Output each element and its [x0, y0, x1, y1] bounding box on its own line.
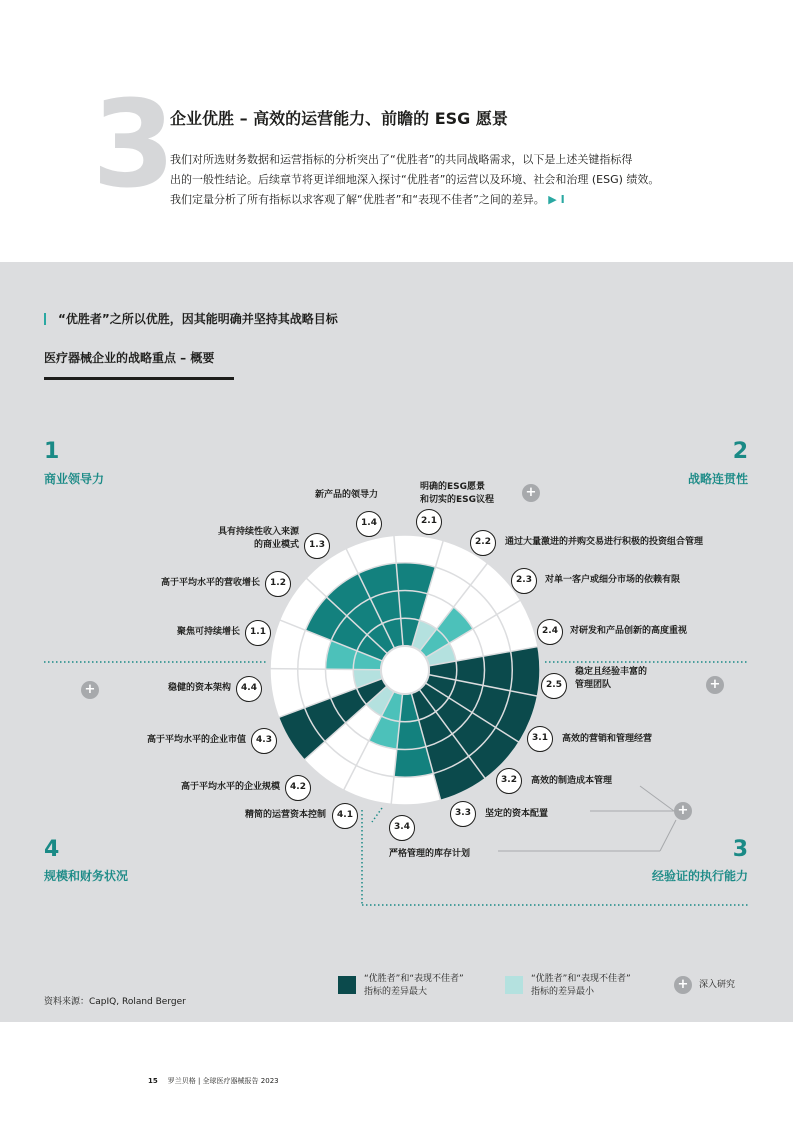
legend-label-max-line1: “优胜者”和“表现不佳者” [364, 974, 464, 984]
segment-label-2.5 [575, 666, 647, 692]
segment-label-2.1 [420, 481, 494, 507]
panel-subtitle: 医疗器械企业的战略重点 – 概要 [44, 351, 215, 365]
segment-label-line: 坚定的资本配置 [485, 809, 549, 819]
quadrant-divider-bottom-diag [372, 808, 382, 822]
segment-label-1.4 [315, 489, 378, 502]
segment-label-line: 稳健的资本架构 [167, 683, 231, 693]
quadrant-2-number: 2 [732, 439, 748, 464]
segment-badge-2.2[interactable]: 2.2 [470, 530, 496, 556]
footer-text: 罗兰贝格 | 全球医疗器械报告 2023 [167, 1077, 279, 1085]
segment-badge-1.2[interactable]: 1.2 [265, 571, 291, 597]
legend-label-max [364, 973, 464, 999]
segment-label-line: 严格管理的库存计划 [389, 849, 471, 859]
intro-line-1: 我们对所选财务数据和运营指标的分析突出了“优胜者”的共同战略需求，以下是上述关键指标得 [170, 153, 633, 166]
segment-label-3.4 [389, 848, 470, 861]
quadrant-2-label: 战略连贯性 [687, 472, 748, 486]
deep-dive-plus-icon-2[interactable]: + [522, 484, 540, 502]
segment-label-line: 对研发和产品创新的高度重视 [570, 626, 688, 636]
segment-label-4.4 [168, 682, 231, 695]
segment-label-4.2 [181, 781, 280, 794]
segment-badge-1.3[interactable]: 1.3 [304, 533, 330, 559]
segment-label-line: 高效的制造成本管理 [531, 776, 613, 786]
segment-label-line: 明确的ESG愿景 [420, 482, 486, 492]
segment-label-line: 精简的运营资本控制 [244, 810, 326, 820]
segment-label-line: 聚焦可持续增长 [176, 627, 240, 637]
deep-dive-connector-1 [640, 786, 674, 811]
segment-badge-4.2[interactable]: 4.2 [285, 775, 311, 801]
source-note: 资料来源：CapIQ, Roland Berger [44, 997, 186, 1007]
segment-label-line: 管理团队 [575, 680, 612, 690]
segment-label-line: 高效的营销和管理经营 [562, 734, 653, 744]
segment-label-2.2 [505, 536, 703, 549]
legend-label-min-line1: “优胜者”和“表现不佳者” [531, 974, 631, 984]
segment-badge-2.3[interactable]: 2.3 [511, 568, 537, 594]
quadrant-1-number: 1 [44, 439, 60, 464]
segment-label-3.1 [562, 733, 652, 746]
segment-badge-4.1[interactable]: 4.1 [332, 803, 358, 829]
intro-line-3-text: 我们定量分析了所有指标以求客观了解“优胜者”和“表现不佳者”之间的差异。 [170, 193, 545, 206]
segment-label-line: 对单一客户或细分市场的依赖有限 [545, 575, 681, 585]
segment-label-1.1 [177, 626, 240, 639]
quadrant-4-number: 4 [44, 837, 60, 862]
quadrant-3-label: 经验证的执行能力 [651, 869, 748, 883]
legend-swatch-max [338, 976, 356, 994]
segment-badge-2.1[interactable]: 2.1 [416, 509, 442, 535]
quadrant-4-label: 规模和财务状况 [44, 869, 129, 883]
legend-plus-icon: + [674, 976, 692, 994]
segment-label-line: 具有持续性收入来源 [217, 527, 299, 537]
quadrant-3-number: 3 [732, 837, 748, 862]
segment-label-line: 通过大量激进的并购交易进行积极的投资组合管理 [505, 537, 704, 547]
segment-label-line: 的商业模式 [253, 540, 299, 550]
chart-hub [381, 646, 429, 694]
segment-badge-3.1[interactable]: 3.1 [527, 726, 553, 752]
segment-badge-1.4[interactable]: 1.4 [356, 511, 382, 537]
segment-badge-3.3[interactable]: 3.3 [450, 801, 476, 827]
quadrant-1-label: 商业领导力 [44, 472, 105, 486]
legend-label-min-line2: 指标的差异最小 [531, 987, 595, 997]
deep-dive-plus-icon-1[interactable]: + [81, 681, 99, 699]
segment-label-4.1 [245, 809, 326, 822]
page-number: 15 [148, 1077, 158, 1085]
intro-line-2: 出的一般性结论。后续章节将更详细地深入探讨“优胜者”的运营以及环境、社会和治理 (ESG) 绩效。 [170, 173, 660, 186]
segment-badge-1.1[interactable]: 1.1 [245, 620, 271, 646]
segment-label-line: 高于平均水平的企业市值 [146, 735, 246, 745]
panel-title: “优胜者”之所以优胜，因其能明确并坚持其战略目标 [58, 312, 338, 326]
segment-label-line: 和切实的ESG议程 [420, 495, 495, 505]
segment-label-2.3 [545, 574, 680, 587]
segment-badge-2.5[interactable]: 2.5 [541, 673, 567, 699]
segment-label-1.3 [218, 526, 299, 552]
segment-label-1.2 [161, 577, 260, 590]
legend-label-max-line2: 指标的差异最大 [364, 987, 428, 997]
section-title: 企业优胜 – 高效的运营能力、前瞻的 ESG 愿景 [170, 109, 508, 128]
deep-dive-plus-icon-2b[interactable]: + [706, 676, 724, 694]
segment-label-2.4 [570, 625, 687, 638]
legend-swatch-min [505, 976, 523, 994]
segment-badge-4.4[interactable]: 4.4 [236, 676, 262, 702]
legend-label-min [531, 973, 631, 999]
segment-badge-3.4[interactable]: 3.4 [389, 815, 415, 841]
section-number: 3 [92, 76, 176, 215]
segment-label-line: 稳定且经验丰富的 [575, 667, 648, 677]
segment-label-4.3 [147, 734, 246, 747]
page-footer [148, 1076, 279, 1086]
segment-label-line: 高于平均水平的企业规模 [180, 782, 280, 792]
segment-label-3.3 [485, 808, 548, 821]
segment-label-line: 高于平均水平的营收增长 [160, 578, 260, 588]
legend-label-deep-dive: 深入研究 [699, 980, 736, 990]
segment-badge-2.4[interactable]: 2.4 [537, 619, 563, 645]
segment-badge-4.3[interactable]: 4.3 [251, 728, 277, 754]
segment-label-3.2 [531, 775, 612, 788]
deep-dive-connector-4 [660, 820, 676, 851]
continue-arrow-icon[interactable]: ▶ I [548, 193, 565, 206]
deep-dive-plus-icon-3[interactable]: + [674, 802, 692, 820]
segment-badge-3.2[interactable]: 3.2 [496, 768, 522, 794]
segment-label-line: 新产品的领导力 [315, 490, 379, 500]
